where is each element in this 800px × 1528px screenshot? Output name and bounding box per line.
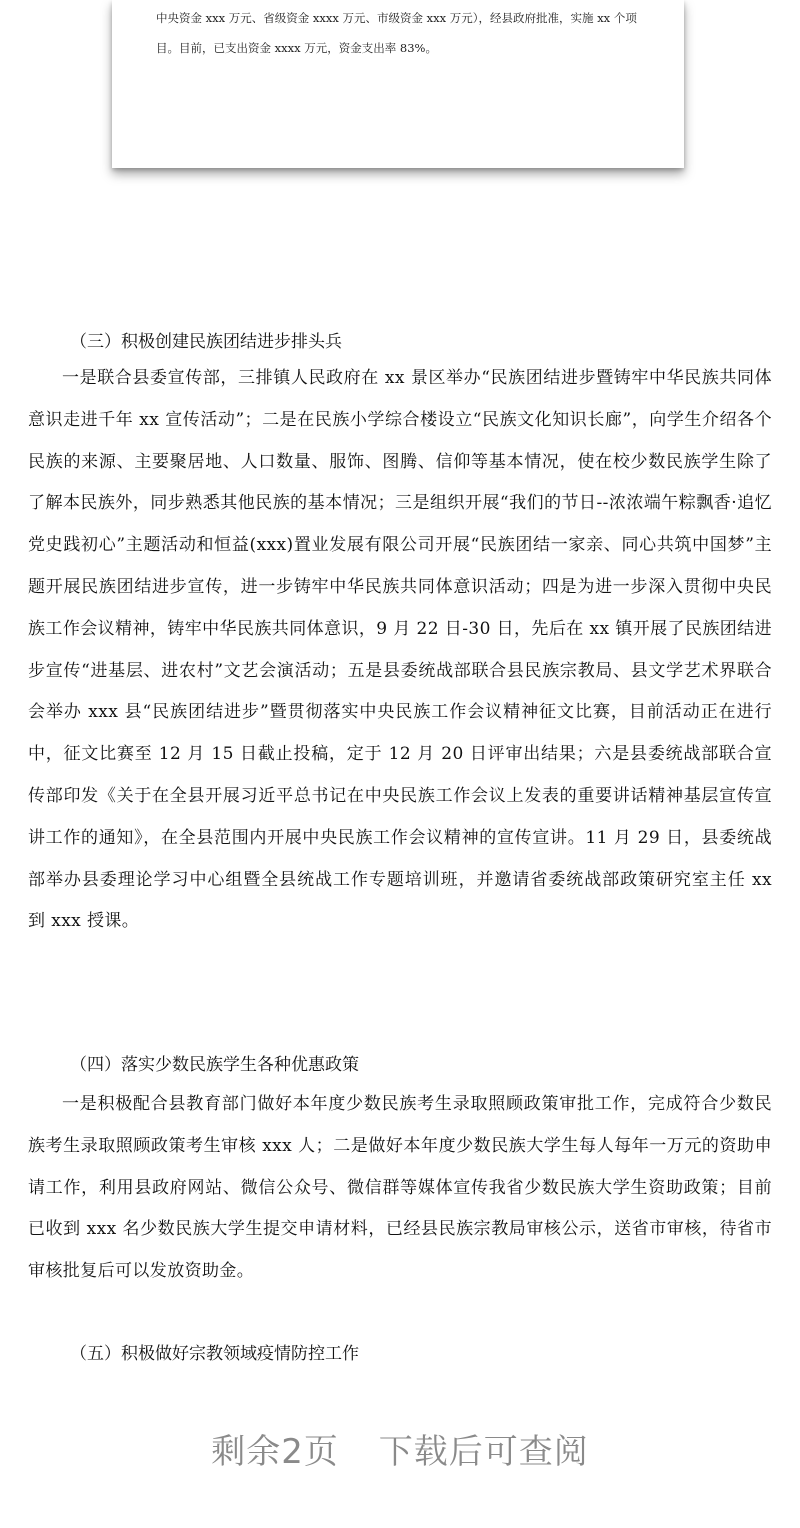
section-4-heading: （四）落实少数民族学生各种优惠政策 [70, 1055, 359, 1075]
download-to-view-text[interactable]: 下载后可查阅 [378, 1432, 589, 1472]
section-3-paragraph: 一是联合县委宣传部，三排镇人民政府在 xx 景区举办“民族团结进步暨铸牢中华民族共同体意识走进千年 xx 宣传活动”；二是在民族小学综合楼设立“民族文化知识长廊”，向学生介绍各个民族的来源、主要聚居地、人口数量、服饰、图腾、信仰等基本情况，使在校少数民族学生除了了解本民族外，同步熟悉其他民族的基本情况；三是组织开展“我们的节日--浓浓端午粽飘香·追忆党史践初心”主题活动和恒益(xxx)置业发展有限公司开展“民族团结一家亲、同心共筑中国梦”主题开展民族团结进步宣传，进一步铸牢中华民族共同体意识活动；四是为进一步深入贯彻中央民族工作会议精神，铸牢中华民族共同体意识，9 月 22 日-30 日，先后在 xx 镇开展了民族团结进步宣传“进基层、进农村”文艺会演活动；五是县委统战部联合县民族宗教局、县文学艺术界联合会举办 xxx 县“民族团结进步”暨贯彻落实中央民族工作会议精神征文比赛，目前活动正在进行中，征文比赛至 12 月 15 日截止投稿，定于 12 月 20 日评审出结果；六是县委统战部联合宣传部印发《关于在全县开展习近平总书记在中央民族工作会议上发表的重要讲话精神基层宣传宣讲工作的通知》，在全县范围内开展中央民族工作会议精神的宣传宣讲。11 月 29 日，县委统战部举办县委理论学习中心组暨全县统战工作专题培训班，并邀请省委统战部政策研究室主任 xx 到 xxx 授课。 [28, 368, 772, 932]
section-3-heading: （三）积极创建民族团结进步排头兵 [70, 332, 342, 352]
section-4-paragraph: 一是积极配合县教育部门做好本年度少数民族考生录取照顾政策审批工作，完成符合少数民族考生录取照顾政策考生审核 xxx 人；二是做好本年度少数民族大学生每人每年一万元的资助申请工作，利用县政府网站、微信公众号、微信群等媒体宣传我省少数民族大学生资助政策；目前已收到 xxx 名少数民族大学生提交申请材料，已经县民族宗教局审核公示，送省市审核，待省市审核批复后可以发放资助金。 [28, 1094, 772, 1282]
card-line-2: 目。目前，已支出资金 xxxx 万元，资金支出率 83%。 [156, 41, 437, 55]
remaining-pages-text: 剩余2页 [211, 1432, 339, 1472]
download-prompt-banner[interactable] [0, 1424, 800, 1473]
previous-page-card [112, 0, 684, 168]
card-line-1: 中央资金 xxx 万元、省级资金 xxxx 万元、市级资金 xxx 万元），经县政府批准，实施 xx 个项 [156, 11, 637, 25]
section-5-heading: （五）积极做好宗教领域疫情防控工作 [70, 1344, 359, 1364]
